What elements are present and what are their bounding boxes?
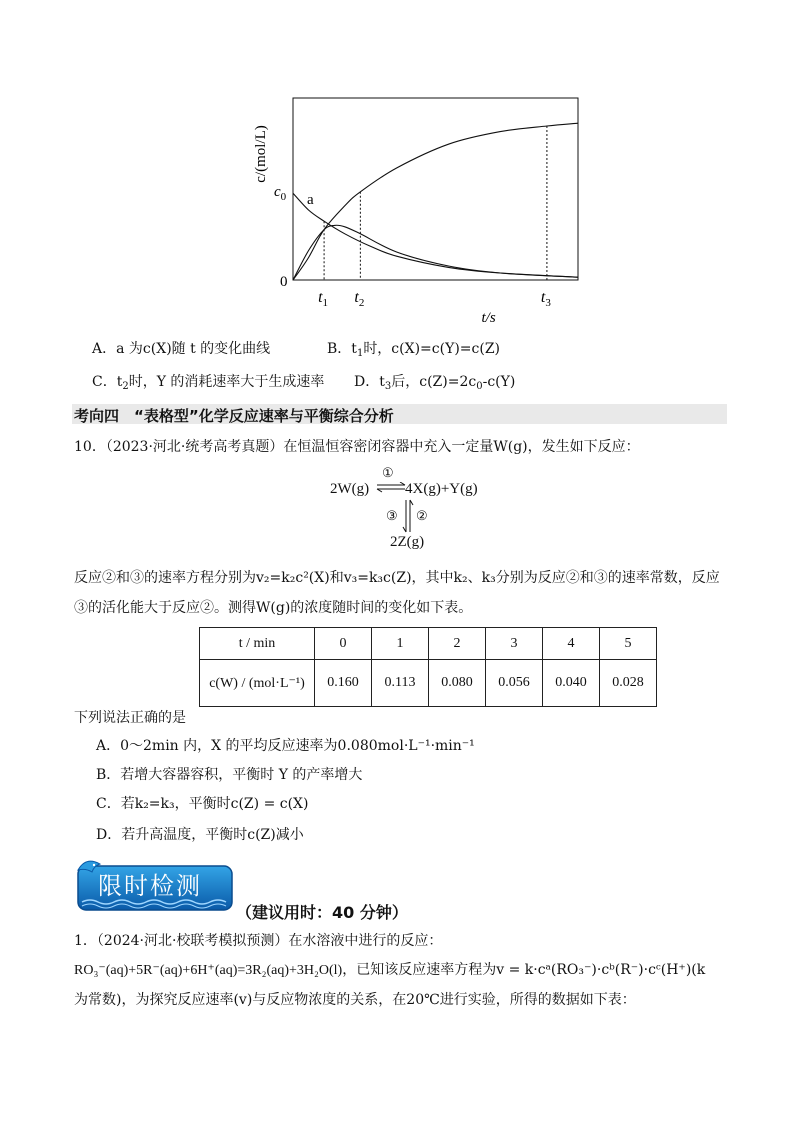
table-time-cell: 4 [543,628,600,660]
q1-rate-law: ，已知该反应速率方程为v = k·cᵃ(RO₃⁻)·cᵇ(R⁻)·cᶜ(H⁺)(k [342,962,706,978]
y-marker-sub: 0 [280,191,287,204]
y-marker-label: $c_0$ [274,184,287,204]
q9-option-a-text: a 为c(X)随 t 的变化曲线 [116,341,271,357]
q1-stem: 1．（2024·河北·校联考模拟预测）在水溶液中进行的反应： [74,933,443,949]
q9-option-d-t: t [379,374,385,390]
q9-option-d [354,372,515,397]
table-time-cell: 1 [372,628,429,660]
table-time-cell: 2 [429,628,486,660]
q1-equation-line [74,960,705,981]
table-value-cell: 0.160 [315,660,372,707]
table-value-cell: 0.056 [486,660,543,707]
q9-option-d-label: D． [354,374,380,390]
q1-equation: RO₃⁻(aq)+5R⁻(aq)+6H⁺(aq)=3R₂(aq)+3H₂O(l) [74,963,343,978]
table-time-cell: 5 [600,628,657,660]
q9-option-c-label: C． [92,374,117,390]
x-tick-label: $t_2$ [354,289,365,309]
chart-series [293,123,578,280]
q10-stem: 10．（2023·河北·统考高考真题）在恒温恒容密闭容器中充入一定量W(g)，发生如下反应： [74,439,640,455]
eq-circle-1: ① [382,465,394,480]
q10-option-d: D．若升高温度，平衡时c(Z)减小 [96,827,304,843]
q10-prompt: 下列说法正确的是 [74,710,186,726]
table-value-cell: 0.040 [543,660,600,707]
q9-option-a [92,339,270,359]
eq-bottom: 2Z(g) [390,534,425,550]
table-row-time [200,628,657,660]
q9-option-b [327,339,500,364]
x-tick-sub: 2 [358,297,365,309]
y-axis-label: c/(mol/L) [253,125,269,183]
x-tick-sub: 3 [545,297,551,309]
q9-option-b-sub: 1 [356,348,364,359]
table-value-cell: 0.080 [429,660,486,707]
q9-option-c-text: 时，Y 的消耗速率大于生成速率 [128,374,325,390]
eq-circle-3: ③ [386,508,398,523]
table-time-cell: 0 [315,628,372,660]
timed-test-title: 限时检测 [98,872,202,900]
x-axis-label: t/s [481,310,496,326]
q9-option-a-label: A． [92,341,117,357]
table-value-cell: 0.113 [372,660,429,707]
curve-label-a: a [306,192,314,208]
vertical-equilibrium-arrow-icon [402,499,414,533]
suggested-time: （建议用时：40 分钟） [236,903,408,922]
chart-axes [293,98,578,280]
q9-option-b-t: t [351,341,357,357]
q10-option-c: C．若k₂=k₃，平衡时c(Z) = c(X) [96,796,309,812]
table-row-label: c(W) / (mol·L⁻¹) [200,660,315,707]
q10-rate-line-2: ③的活化能大于反应②。测得W(g)的浓度随时间的变化如下表。 [74,600,473,616]
q9-option-c-sub: 2 [122,381,129,392]
q10-option-a: A．0～2min 内，X 的平均反应速率为0.080mol·L⁻¹·min⁻¹ [96,738,475,754]
q9-option-d-sub2: 0 [476,381,483,392]
equilibrium-arrow-icon [376,482,406,494]
q9-option-c [92,372,324,397]
q1-line-2: 为常数)，为探究反应速率(v)与反应物浓度的关系，在20℃进行实验，所得的数据如下表： [74,992,636,1008]
reaction-scheme [310,465,510,555]
q10-option-b: B．若增大容器容积，平衡时 Y 的产率增大 [96,767,363,783]
q9-option-c-t: t [116,374,123,390]
origin-label: 0 [280,274,288,290]
q9-option-d-text2: -c(Y) [482,374,516,390]
series-line-a [293,193,578,277]
q9-option-b-text: 时，c(X)=c(Y)=c(Z) [363,341,501,357]
concentration-time-chart [240,90,600,330]
table-header-label: t / min [200,628,315,660]
section-heading: 考向四 “表格型”化学反应速率与平衡综合分析 [74,407,394,425]
eq-left: 2W(g) [330,481,370,497]
table-time-cell: 3 [486,628,543,660]
q9-option-d-text1: 后，c(Z)=2c [391,374,477,390]
table-row-concentration [200,660,657,707]
q9-option-b-label: B． [327,341,352,357]
eq-circle-2: ② [416,508,428,523]
concentration-table [199,627,657,707]
series-line-middle [293,225,578,280]
chart-labels [253,125,551,326]
q10-rate-line-1: 反应②和③的速率方程分别为v₂=k₂c²(X)和v₃=k₃c(Z)，其中k₂、k₃分别为反应②和③的速率常数，反应 [74,570,720,586]
series-line-Y [293,123,578,280]
q9-option-d-sub: 3 [384,381,392,392]
x-tick-sub: 1 [322,297,329,309]
plot-frame [293,98,578,280]
x-tick-label: $t_3$ [540,289,551,309]
x-tick-label: $t_1$ [318,289,329,309]
table-value-cell: 0.028 [600,660,657,707]
eq-right: 4X(g)+Y(g) [405,481,478,497]
